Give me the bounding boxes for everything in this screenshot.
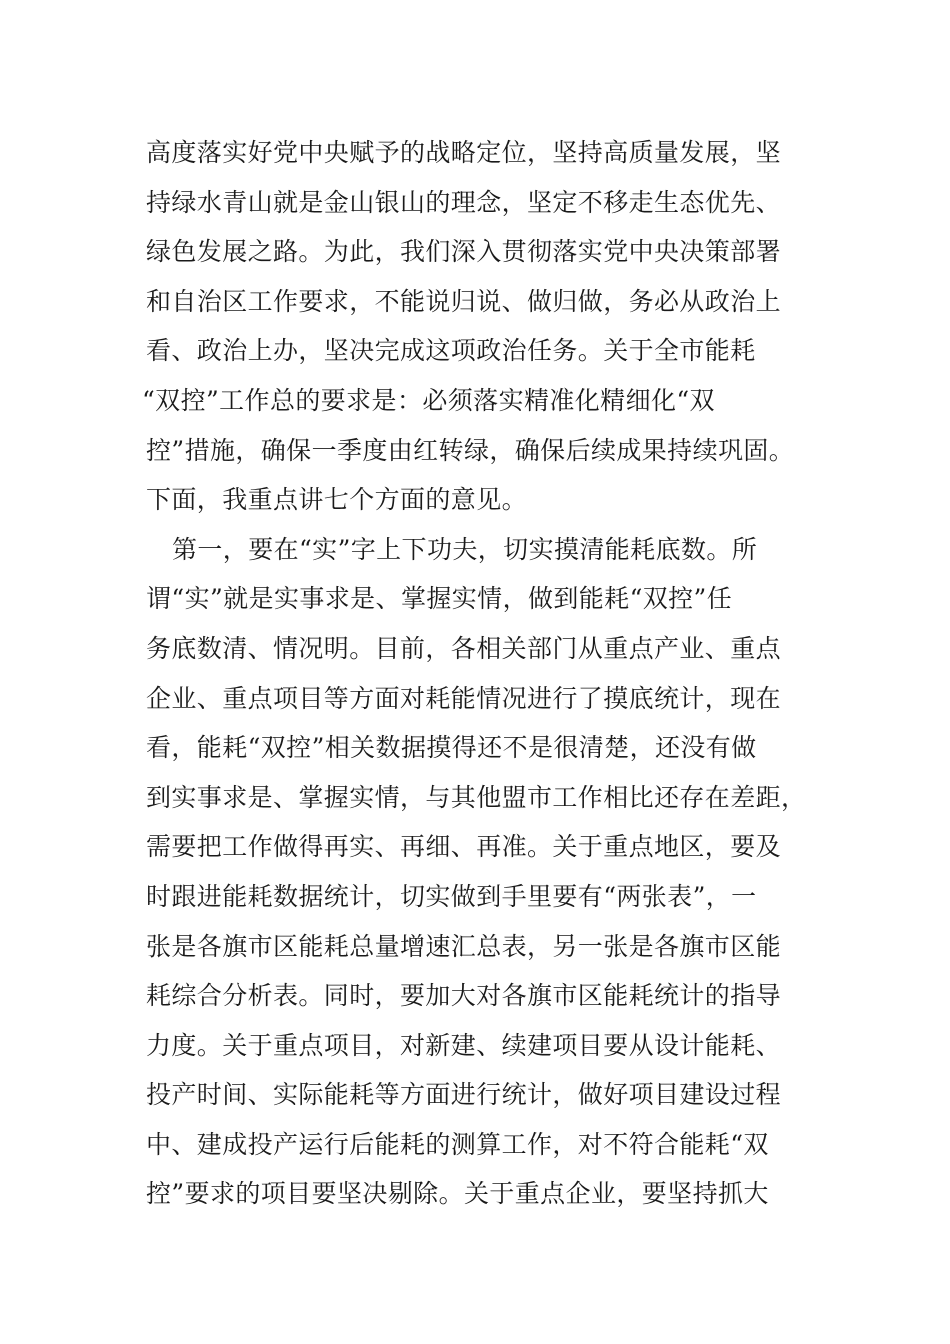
text-line: 中、建成投产运行后能耗的测算工作，对不符合能耗“双 bbox=[146, 1129, 769, 1159]
text-line: 投产时间、实际能耗等方面进行统计，做好项目建设过程 bbox=[146, 1080, 782, 1110]
text-line: 和自治区工作要求，不能说归说、做归做，务必从政治上 bbox=[146, 286, 782, 316]
text-line: 持绿水青山就是金山银山的理念，坚定不移走生态优先、 bbox=[146, 187, 782, 217]
text-line: 控”措施，确保一季度由红转绿，确保后续成果持续巩固。 bbox=[146, 435, 795, 465]
text-line: 看、政治上办，坚决完成这项政治任务。关于全市能耗 bbox=[146, 336, 756, 366]
text-line: 看，能耗“双控”相关数据摸得还不是很清楚，还没有做 bbox=[146, 733, 757, 763]
text-line: 绿色发展之路。为此，我们深入贯彻落实党中央决策部署 bbox=[146, 237, 782, 267]
text-line: 高度落实好党中央赋予的战略定位，坚持高质量发展，坚 bbox=[146, 138, 782, 167]
text-line: 张是各旗市区能耗总量增速汇总表，另一张是各旗市区能 bbox=[146, 931, 782, 961]
text-line: 第一，要在“实”字上下功夫，切实摸清能耗底数。所 bbox=[172, 534, 758, 564]
text-line: 控”要求的项目要坚决剔除。关于重点企业，要坚持抓大 bbox=[146, 1179, 769, 1209]
text-line: 需要把工作做得再实、再细、再准。关于重点地区，要及 bbox=[146, 832, 782, 862]
text-line: 下面，我重点讲七个方面的意见。 bbox=[146, 485, 528, 515]
paragraph-first-point bbox=[146, 525, 806, 1219]
document-body bbox=[142, 128, 807, 1219]
text-line: 谓“实”就是实事求是、掌握实情，做到能耗“双控”任 bbox=[146, 584, 733, 614]
text-line: 务底数清、情况明。目前，各相关部门从重点产业、重点 bbox=[146, 633, 782, 663]
text-line: “双控”工作总的要求是：必须落实精准化精细化“双 bbox=[142, 385, 715, 415]
text-line: 企业、重点项目等方面对耗能情况进行了摸底统计，现在 bbox=[146, 683, 782, 713]
text-line: 时跟进能耗数据统计，切实做到手里要有“两张表”，一 bbox=[146, 881, 757, 911]
text-line: 力度。关于重点项目，对新建、续建项目要从设计能耗、 bbox=[146, 1030, 782, 1060]
text-line: 耗综合分析表。同时，要加大对各旗市区能耗统计的指导 bbox=[146, 981, 782, 1011]
text-line: 到实事求是、掌握实情，与其他盟市工作相比还存在差距， bbox=[146, 782, 807, 812]
paragraph-intro bbox=[142, 128, 806, 525]
